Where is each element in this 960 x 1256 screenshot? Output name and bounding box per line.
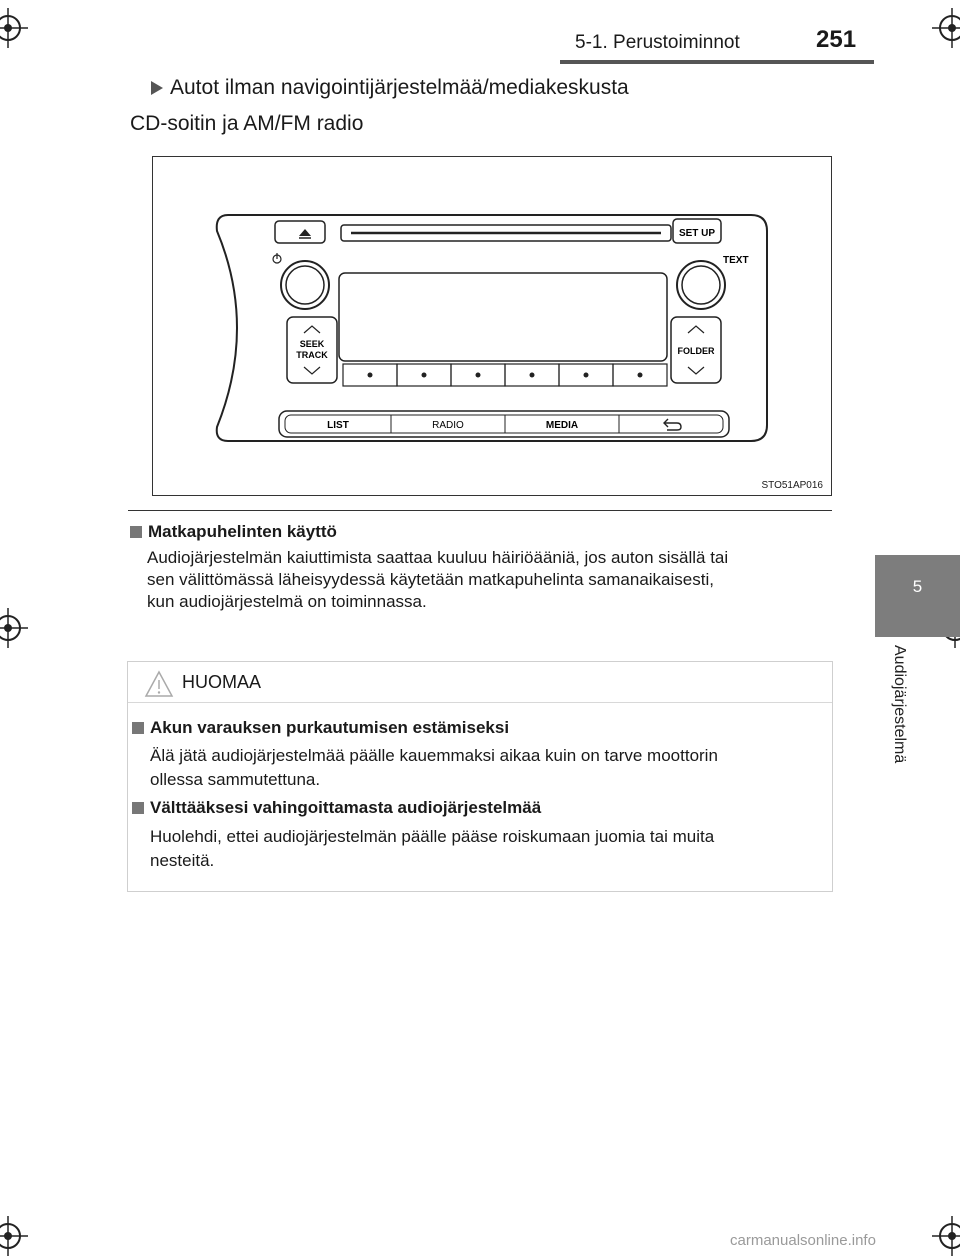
paragraph-line: Älä jätä audiojärjestelmää päälle kauemmaksi aikaa kuin on tarve moottorin	[150, 746, 718, 765]
paragraph-line: kun audiojärjestelmä on toiminnassa.	[147, 592, 427, 611]
media-label: MEDIA	[545, 420, 579, 431]
notice-item-paragraph	[150, 825, 820, 873]
registration-mark-top-right	[932, 8, 960, 48]
audio-unit-figure	[152, 156, 832, 496]
seek-label: SEEK	[299, 339, 325, 349]
registration-mark-bottom-right	[932, 1216, 960, 1256]
section-heading-text: Matkapuhelinten käyttö	[148, 522, 337, 541]
subheading-text: Autot ilman navigointijärjestelmää/mediakeskusta	[170, 76, 629, 99]
warning-triangle-icon	[144, 670, 174, 698]
notice-item-title: Akun varauksen purkautumisen estämiseksi	[150, 718, 510, 737]
eject-icon	[299, 229, 311, 236]
chapter-tab	[875, 555, 960, 637]
notice-item-title: Välttääksesi vahingoittamasta audiojärjestelmää	[150, 798, 542, 817]
track-label: TRACK	[296, 350, 328, 360]
preset-buttons	[343, 364, 667, 386]
paragraph-line: Audiojärjestelmän kaiuttimista saattaa kuuluu häiriöääniä, jos auton sisällä tai	[147, 548, 729, 567]
notice-box	[127, 661, 833, 892]
notice-header	[128, 662, 832, 703]
figure-code: STO51AP016	[761, 480, 823, 491]
tune-select-knob[interactable]	[677, 261, 725, 309]
list-label: LIST	[327, 420, 349, 431]
paragraph-line: sen välittömässä läheisyydessä käytetään matkapuhelinta samanaikaisesti,	[147, 570, 714, 589]
back-icon	[664, 419, 681, 430]
notice-item-paragraph	[150, 744, 820, 792]
header-section-title: 5-1. Perustoiminnot	[575, 32, 740, 53]
triangle-arrow-icon	[150, 80, 164, 96]
display-screen	[339, 273, 667, 361]
text-label: TEXT	[723, 255, 749, 266]
watermark: carmanualsonline.info	[730, 1232, 876, 1249]
audio-unit-illustration	[153, 157, 833, 497]
eject-button[interactable]	[275, 221, 325, 243]
section-rule	[128, 510, 832, 511]
square-bullet-icon	[130, 526, 142, 538]
notice-title: HUOMAA	[182, 672, 262, 692]
paragraph-line: Huolehdi, ettei audiojärjestelmän päälle pääse roiskumaan juomia tai muita	[150, 827, 715, 846]
folder-label: FOLDER	[677, 346, 715, 356]
radio-label: RADIO	[432, 420, 464, 431]
paragraph-line: nesteitä.	[150, 851, 215, 870]
registration-mark-mid-left	[0, 608, 28, 648]
square-bullet-icon	[132, 722, 144, 734]
section-paragraph	[147, 547, 827, 613]
figure-caption: CD-soitin ja AM/FM radio	[130, 112, 364, 135]
registration-mark-bottom-left	[0, 1216, 28, 1256]
power-volume-knob[interactable]	[281, 261, 329, 309]
paragraph-line: ollessa sammutettuna.	[150, 770, 321, 789]
section-heading	[130, 522, 337, 542]
chapter-number: 5	[912, 577, 923, 596]
header-rule	[560, 60, 874, 64]
square-bullet-icon	[132, 802, 144, 814]
page-number: 251	[816, 26, 857, 53]
setup-label: SET UP	[678, 228, 716, 239]
notice-item-heading	[132, 798, 541, 818]
registration-mark-top-left	[0, 8, 28, 48]
notice-item-heading	[132, 718, 509, 738]
subheading	[150, 76, 629, 100]
chapter-title: Audiojärjestelmä	[891, 645, 908, 764]
